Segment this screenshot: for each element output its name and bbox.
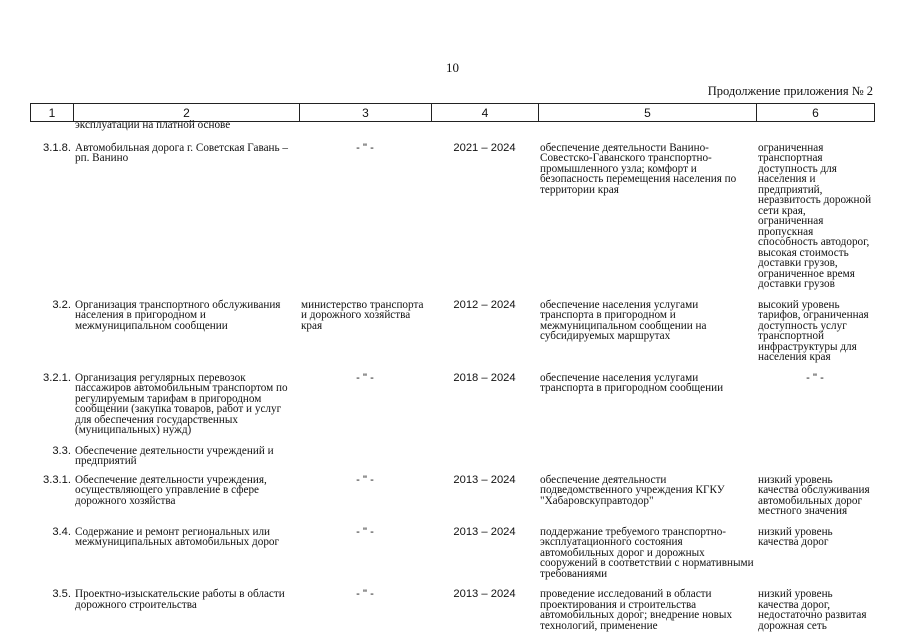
- row-consequences: высокий уровень тарифов, ограниченная доступность услуг транспортной инфраструктуры для населения края: [758, 298, 869, 363]
- column-header-6: 6: [757, 104, 875, 122]
- row-name: Организация транспортного обслуживания населения в пригородном и межмуниципальном сообщении: [75, 298, 281, 332]
- row-number: 3.2.1.: [43, 371, 71, 384]
- row-executor: - " -: [356, 141, 374, 154]
- row-executor: - " -: [356, 371, 374, 384]
- row-number: 3.3.1.: [43, 473, 71, 486]
- row-executor: [299, 436, 431, 467]
- row-years: [431, 436, 538, 467]
- row-name: Автомобильная дорога г. Советская Гавань – рп. Ванино: [75, 141, 289, 164]
- row-consequences: [756, 436, 874, 467]
- row-name: Обеспечение деятельности учреждений и предприятий: [75, 444, 274, 467]
- row-executor: - " -: [356, 588, 374, 600]
- table-row: [30, 131, 874, 290]
- table-row: [30, 436, 874, 467]
- row-result: обеспечение деятельности подведомственного учреждения КГКУ "Хабаровскуправтодор": [540, 473, 725, 507]
- row-result: обеспечение населения услугами транспорта в пригородном и межмуниципальном сообщении на субсидируемых маршрутах: [540, 298, 707, 342]
- row-number: [30, 120, 73, 131]
- row-number: 3.4.: [52, 525, 71, 538]
- table-row: [30, 290, 874, 363]
- row-result: [538, 436, 756, 467]
- column-header-5: 5: [539, 104, 757, 122]
- row-executor: - " -: [356, 473, 374, 486]
- row-consequences: низкий уровень качества дорог, недостаточно развитая дорожная сеть: [758, 588, 867, 632]
- page-number: 10: [446, 60, 459, 75]
- row-result: обеспечение населения услугами транспорта в пригородном сообщении: [540, 371, 724, 394]
- row-name: Содержание и ремонт региональных или межмуниципальных автомобильных дорог: [75, 525, 280, 548]
- row-years: 2012 – 2024: [453, 298, 516, 311]
- row-years: 2013 – 2024: [453, 588, 516, 600]
- row-result: [538, 120, 756, 131]
- row-years: 2013 – 2024: [453, 525, 516, 538]
- row-executor: министерство транспорта и дорожного хозяйства края: [301, 298, 424, 332]
- row-name: Проектно-изыскательские работы в области дорожного строительства: [75, 588, 285, 611]
- row-consequences: [756, 120, 874, 131]
- row-consequences: низкий уровень качества дорог: [758, 525, 833, 548]
- row-executor: - " -: [356, 525, 374, 538]
- row-name: Организация регулярных перевозок пассажиров автомобильным транспортом по регулируемым тарифам в пригородном сообщении (закупка товаров, работ и услуг для обеспечения государственных (муниципальных) нужд): [75, 371, 288, 436]
- table-row: [30, 517, 874, 580]
- row-years: 2013 – 2024: [453, 473, 516, 486]
- row-result: поддержание требуемого транспортно-эксплуатационного состояния автомобильных дорог и дорожных сооружений в соответствии с нормативными требованиями: [540, 525, 754, 580]
- table-row: [30, 467, 874, 517]
- row-consequences: низкий уровень качества обслуживания автомобильных дорог местного значения: [758, 473, 870, 517]
- column-header-3: 3: [300, 104, 432, 122]
- table-row: [30, 579, 874, 631]
- row-result: проведение исследований в области проектирования и строительства автомобильных дорог; внедрение новых технологий, применение: [540, 588, 733, 632]
- row-name: Обеспечение деятельности учреждения, осуществляющего управление в сфере дорожного хозяйства: [75, 473, 267, 507]
- row-years: 2021 – 2024: [453, 141, 516, 154]
- row-number: 3.5.: [52, 588, 71, 600]
- row-executor: [299, 120, 431, 131]
- column-header-4: 4: [432, 104, 539, 122]
- row-number: 3.1.8.: [43, 141, 71, 154]
- row-result: обеспечение деятельности Ванино-Совестско-Гаванского транспортно-промышленного узла; комфорт и безопасность перемещения населения по территории края: [540, 141, 737, 196]
- row-years: 2018 – 2024: [453, 371, 516, 384]
- row-years: [431, 120, 538, 131]
- table-row: [30, 363, 874, 436]
- row-name: эксплуатации на платной основе: [75, 119, 231, 131]
- row-consequences: ограниченная транспортная доступность для населения и предприятий, неразвитость дорожной сети края, ограниченная пропускная способность автодорог, высокая стоимость доставки грузов, ограниченное время доставки грузов: [758, 141, 872, 290]
- row-number: 3.3.: [52, 444, 71, 457]
- table-row: [30, 120, 874, 131]
- column-header-1: 1: [31, 104, 74, 122]
- row-number: 3.2.: [52, 298, 71, 311]
- row-consequences: - " -: [806, 371, 824, 384]
- program-table: [30, 120, 874, 631]
- continuation-label: Продолжение приложения № 2: [707, 84, 873, 98]
- column-header-2: 2: [74, 104, 300, 122]
